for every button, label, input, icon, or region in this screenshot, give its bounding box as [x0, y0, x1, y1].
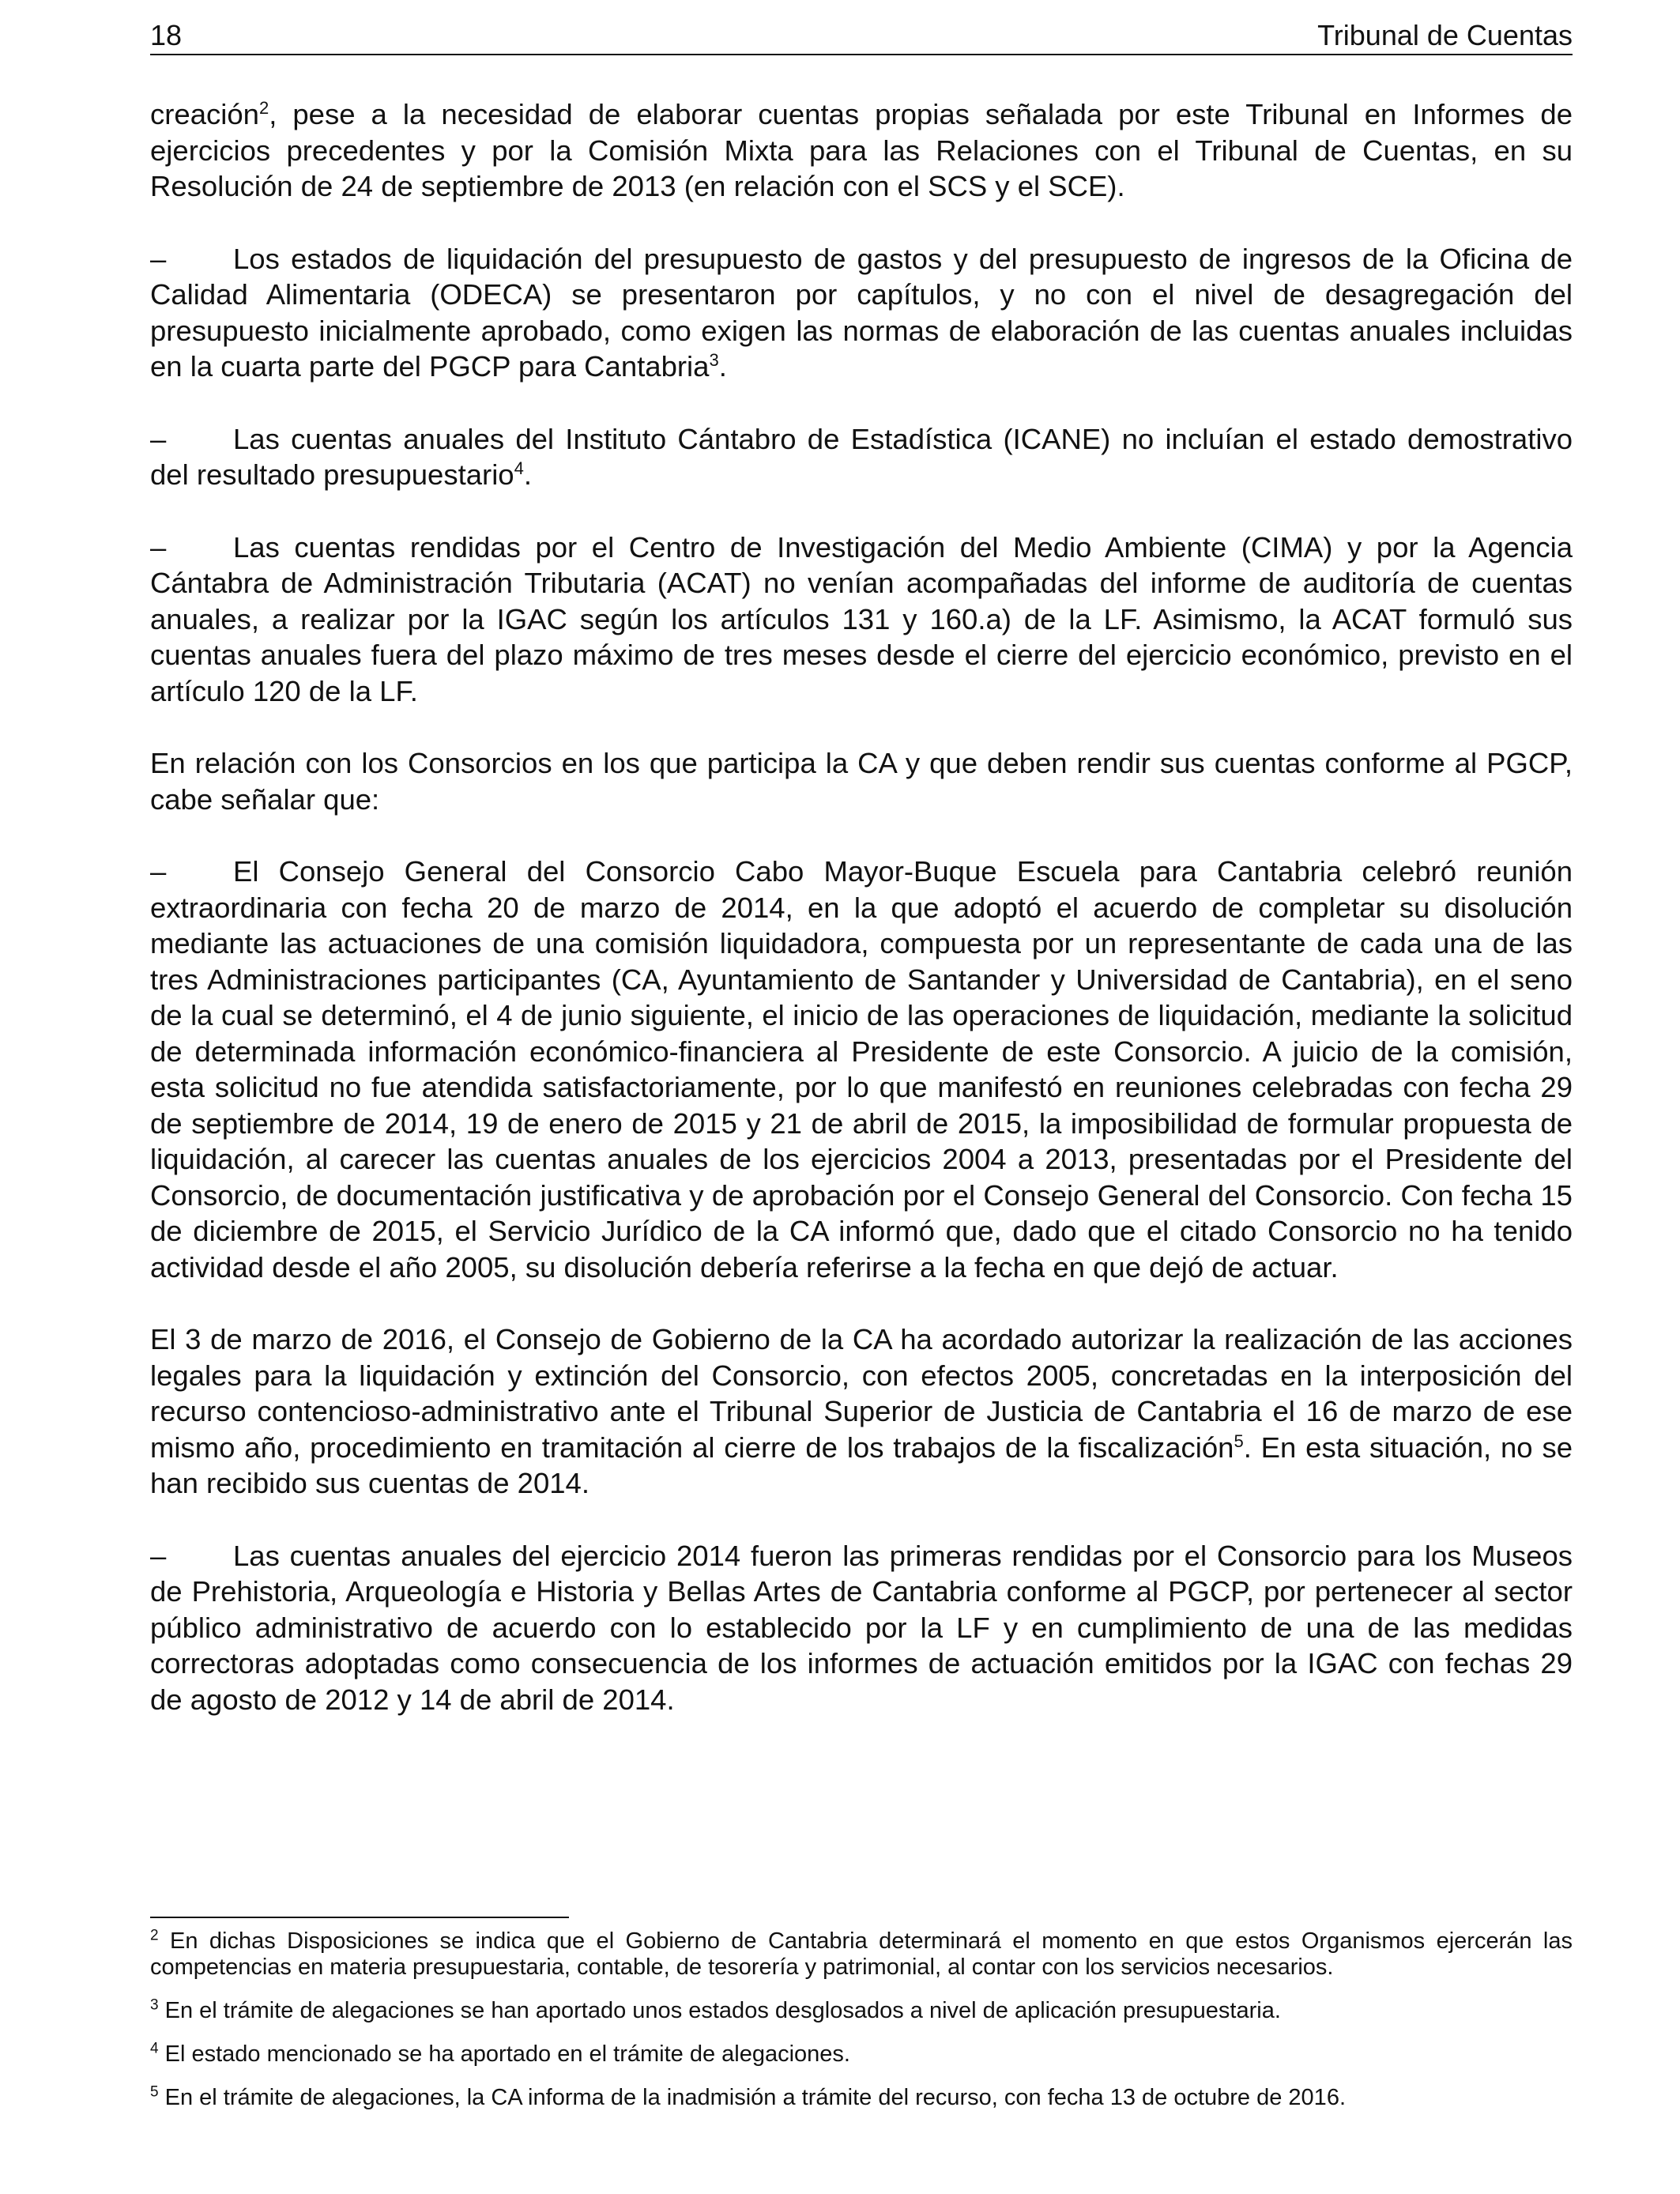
footnote-2: $^2$ En dichas Disposiciones se indica que el Gobierno de Cantabria determinará el momento en que estos Organismos ejercerán las competencias en materia presupuestaria, contable, de tesorería y patrimonial, al contar con los servicios necesarios.: [150, 1927, 1573, 1980]
footnotes: [150, 1928, 1573, 2128]
document-body: [150, 96, 1573, 1754]
bullet-cima-acat: – Las cuentas rendidas por el Centro de Investigación del Medio Ambiente (CIMA) y por la Agencia Cántabra de Administración Tributaria (ACAT) no venían acompañadas del informe de auditoría de cuentas anuales, a realizar por la IGAC según los artículos 131 y 160.a) de la LF. Asimismo, la ACAT formuló sus cuentas anuales fuera del plazo máximo de tres meses desde el cierre del ejercicio económico, previsto en el artículo 120 de la LF.: [150, 530, 1573, 707]
bullet-museos: – Las cuentas anuales del ejercicio 2014 fueron las primeras rendidas por el Consorcio para los Museos de Prehistoria, Arqueología e Historia y Bellas Artes de Cantabria conforme al PGCP, por pertenecer al sector público administrativo de acuerdo con lo establecido por la LF y en cumplimiento de una de las medidas correctoras adoptadas como consecuencia de los informes de actuación emitidos por la IGAC con fechas 29 de agosto de 2012 y 14 de abril de 2014.: [150, 1539, 1573, 1716]
dash-bullet: –: [150, 242, 167, 275]
footnote-3: $^3$ En el trámite de alegaciones se han aportado unos estados desglosados a nivel de aplicación presupuestaria.: [150, 1996, 1281, 2023]
bullet-icane: – Las cuentas anuales del Instituto Cántabro de Estadística (ICANE) no incluían el estado demostrativo del resultado presupuestario$^4$.: [150, 422, 1573, 491]
dash-bullet: –: [150, 422, 167, 455]
footnote-5: $^5$ En el trámite de alegaciones, la CA informa de la inadmisión a trámite del recurso, con fecha 13 de octubre de 2016.: [150, 2083, 1346, 2110]
page-number: 18: [150, 19, 183, 51]
bullet-cabo-mayor: – El Consejo General del Consorcio Cabo Mayor-Buque Escuela para Cantabria celebró reunión extraordinaria con fecha 20 de marzo de 2014, en la que adoptó el acuerdo de completar su disolución mediante las actuaciones de una comisión liquidadora, compuesta por un representante de cada una de las tres Administraciones participantes (CA, Ayuntamiento de Santander y Universidad de Cantabria), en el seno de la cual se determinó, el 4 de junio siguiente, el inicio de las operaciones de liquidación, mediante la solicitud de determinada información económico-financiera al Presidente de este Consorcio. A juicio de la comisión, esta solicitud no fue atendida satisfactoriamente, por lo que manifestó en reuniones celebradas con fecha 29 de septiembre de 2014, 19 de enero de 2015 y 21 de abril de 2015, la imposibilidad de formular propuesta de liquidación, al carecer las cuentas anuales de los ejercicios 2004 a 2013, presentadas por el Presidente del Consorcio, de documentación justificativa y de aprobación por el Consejo General del Consorcio. Con fecha 15 de diciembre de 2015, el Servicio Jurídico de la CA informó que, dado que el citado Consorcio no ha tenido actividad desde el año 2005, su disolución debería referirse a la fecha en que dejó de actuar.: [150, 855, 1573, 1284]
dash-bullet: –: [150, 530, 167, 564]
page-header: [150, 17, 1573, 55]
footnote-ref-2[interactable]: 2: [258, 97, 269, 118]
footnote-ref-3[interactable]: 3: [709, 349, 719, 370]
footnote-separator: [150, 1917, 569, 1918]
bullet-odeca: – Los estados de liquidación del presupuesto de gastos y del presupuesto de ingresos de la Oficina de Calidad Alimentaria (ODECA) se presentaron por capítulos, y no con el nivel de desagregación del presupuesto inicialmente aprobado, como exigen las normas de elaboración de las cuentas anuales incluidas en la cuarta parte del PGCP para Cantabria$^3$.: [150, 242, 1573, 383]
paragraph-consorcios: En relación con los Consorcios en los que participa la CA y que deben rendir sus cuentas conforme al PGCP, cabe señalar que:: [150, 747, 1573, 816]
dash-bullet: –: [150, 855, 167, 888]
footnote-4: $^4$ El estado mencionado se ha aportado en el trámite de alegaciones.: [150, 2040, 850, 2067]
paragraph-consejo-gobierno: El 3 de marzo de 2016, el Consejo de Gobierno de la CA ha acordado autorizar la realización de las acciones legales para la liquidación y extinción del Consorcio, con efectos 2005, concretadas en la interposición del recurso contencioso-administrativo ante el Tribunal Superior de Justicia de Cantabria el 16 de marzo de ese mismo año, procedimiento en tramitación al cierre de los trabajos de la fiscalización$^5$. En esta situación, no se han recibido sus cuentas de 2014.: [150, 1323, 1573, 1499]
header-title: Tribunal de Cuentas: [1317, 19, 1573, 51]
footnote-ref-4[interactable]: 4: [514, 458, 524, 478]
paragraph-1: creación$^2$, pese a la necesidad de elaborar cuentas propias señalada por este Tribunal en Informes de ejercicios precedentes y por la Comisión Mixta para las Relaciones con el Tribunal de Cuentas, en su Resolución de 24 de septiembre de 2013 (en relación con el SCS y el SCE).: [150, 97, 1573, 202]
dash-bullet: –: [150, 1539, 167, 1572]
footnote-ref-5[interactable]: 5: [1234, 1431, 1244, 1451]
